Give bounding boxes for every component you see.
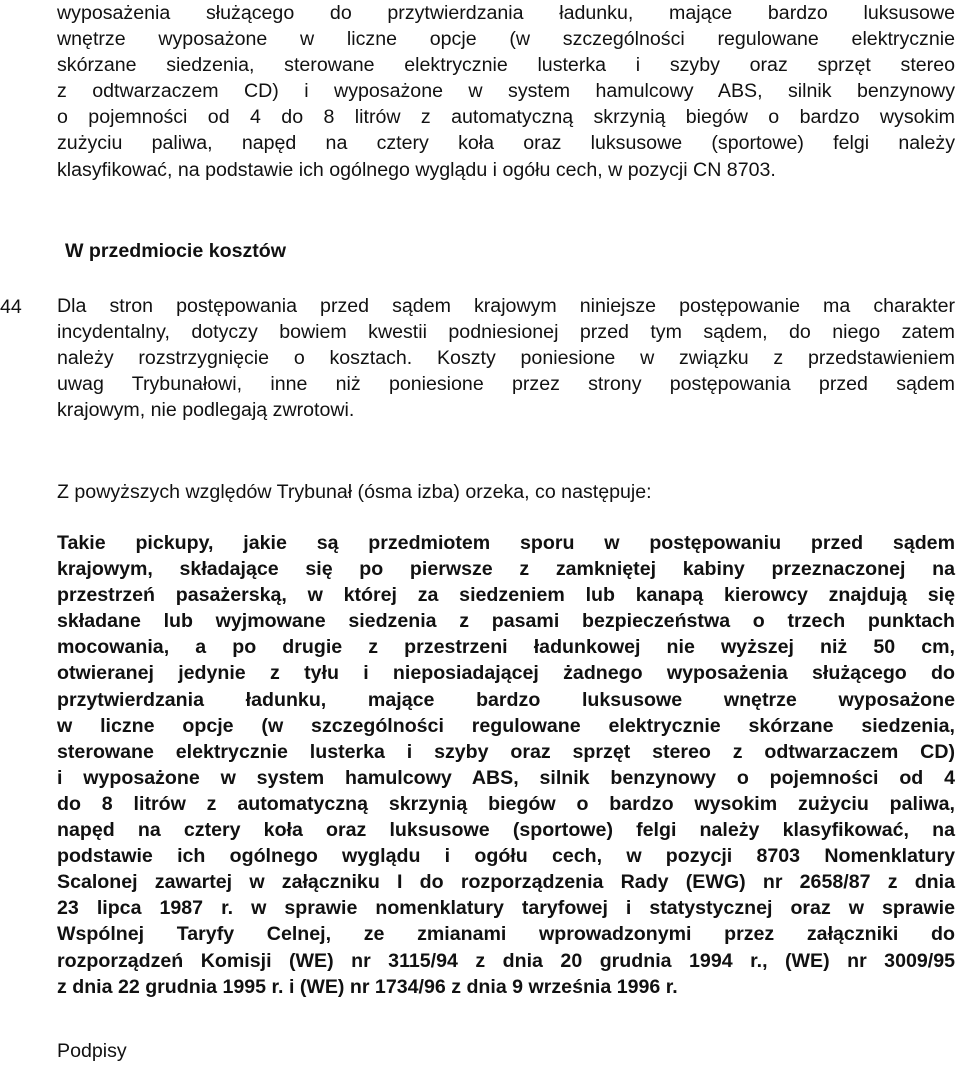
paragraph-line: krajowym, nie podlegają zwrotowi. bbox=[57, 399, 355, 422]
paragraph-line: incydentalny, dotyczy bowiem kwestii podniesionej przed tym sądem, do niego zatem bbox=[57, 321, 955, 344]
intro-line: wyposażenia służącego do przytwierdzania ładunku, mające bardzo luksusowe bbox=[57, 2, 955, 24]
ruling-line: Takie pickupy, jakie są przedmiotem sporu w postępowaniu przed sądem bbox=[57, 532, 955, 554]
paragraph-line: uwag Trybunałowi, inne niż poniesione przez strony postępowania przed sądem bbox=[57, 373, 955, 396]
ruling-line: w liczne opcje (w szczególności regulowane elektrycznie skórzane siedzenia, bbox=[57, 714, 955, 737]
costs-heading: W przedmiocie kosztów bbox=[65, 240, 287, 262]
paragraph-line: Dla stron postępowania przed sądem krajowym niniejsze postępowanie ma charakter bbox=[57, 295, 955, 317]
intro-line: zużyciu paliwa, napęd na cztery koła oraz luksusowe (sportowe) felgi należy bbox=[57, 132, 955, 155]
ruling-line: składane lub wyjmowane siedzenia z pasami bezpieczeństwa o trzech punktach bbox=[57, 610, 955, 633]
conclusion-line: Z powyższych względów Trybunał (ósma izba) orzeka, co następuje: bbox=[57, 481, 652, 503]
ruling-line: i wyposażone w system hamulcowy ABS, silnik benzynowy o pojemności od 4 bbox=[57, 766, 955, 789]
intro-line: z odtwarzaczem CD) i wyposażone w system hamulcowy ABS, silnik benzynowy bbox=[57, 80, 955, 103]
ruling-line: przestrzeń pasażerską, w której za siedzeniem lub kanapą kierowcy znajdują się bbox=[57, 584, 955, 607]
ruling-line: do 8 litrów z automatyczną skrzynią biegów o bardzo wysokim zużyciu paliwa, bbox=[57, 792, 955, 815]
ruling-line: sterowane elektrycznie lusterka i szyby oraz sprzęt stereo z odtwarzaczem CD) bbox=[57, 740, 955, 763]
ruling-line: rozporządzeń Komisji (WE) nr 3115/94 z dnia 20 grudnia 1994 r., (WE) nr 3009/95 bbox=[57, 949, 955, 972]
paragraph-44 bbox=[57, 293, 955, 423]
ruling-line: otwieranej jedynie z tyłu i nieposiadającej żadnego wyposażenia służącego do bbox=[57, 662, 955, 685]
paragraph-number: 44 bbox=[0, 296, 22, 318]
ruling-line: mocowania, a po drugie z przestrzeni ładunkowej nie wyższej niż 50 cm, bbox=[57, 636, 955, 659]
ruling-line: podstawie ich ogólnego wyglądu i ogółu cech, w pozycji 8703 Nomenklatury bbox=[57, 845, 955, 868]
intro-paragraph bbox=[57, 0, 955, 183]
intro-line: klasyfikować, na podstawie ich ogólnego wyglądu i ogółu cech, w pozycji CN 8703. bbox=[57, 158, 776, 181]
paragraph-line: należy rozstrzygnięcie o kosztach. Koszty poniesione w związku z przedstawieniem bbox=[57, 347, 955, 370]
ruling-line: Scalonej zawartej w załączniku I do rozporządzenia Rady (EWG) nr 2658/87 z dnia bbox=[57, 871, 955, 894]
ruling-line: z dnia 22 grudnia 1995 r. i (WE) nr 1734/96 z dnia 9 września 1996 r. bbox=[57, 975, 678, 998]
intro-line: wnętrze wyposażone w liczne opcje (w szczególności regulowane elektrycznie bbox=[57, 28, 955, 51]
signature-label: Podpisy bbox=[57, 1040, 127, 1062]
ruling-line: przytwierdzania ładunku, mające bardzo luksusowe wnętrze wyposażone bbox=[57, 688, 955, 711]
ruling-line: napęd na cztery koła oraz luksusowe (sportowe) felgi należy klasyfikować, na bbox=[57, 819, 955, 842]
ruling-line: Wspólnej Taryfy Celnej, ze zmianami wprowadzonymi przez załączniki do bbox=[57, 923, 955, 946]
intro-line: skórzane siedzenia, sterowane elektrycznie lusterka i szyby oraz sprzęt stereo bbox=[57, 54, 955, 77]
ruling-line: krajowym, składające się po pierwsze z zamkniętej kabiny przeznaczonej na bbox=[57, 558, 955, 581]
ruling-paragraph bbox=[57, 530, 955, 1000]
ruling-line: 23 lipca 1987 r. w sprawie nomenklatury taryfowej i statystycznej oraz w sprawie bbox=[57, 897, 955, 920]
intro-line: o pojemności od 4 do 8 litrów z automatyczną skrzynią biegów o bardzo wysokim bbox=[57, 106, 955, 129]
